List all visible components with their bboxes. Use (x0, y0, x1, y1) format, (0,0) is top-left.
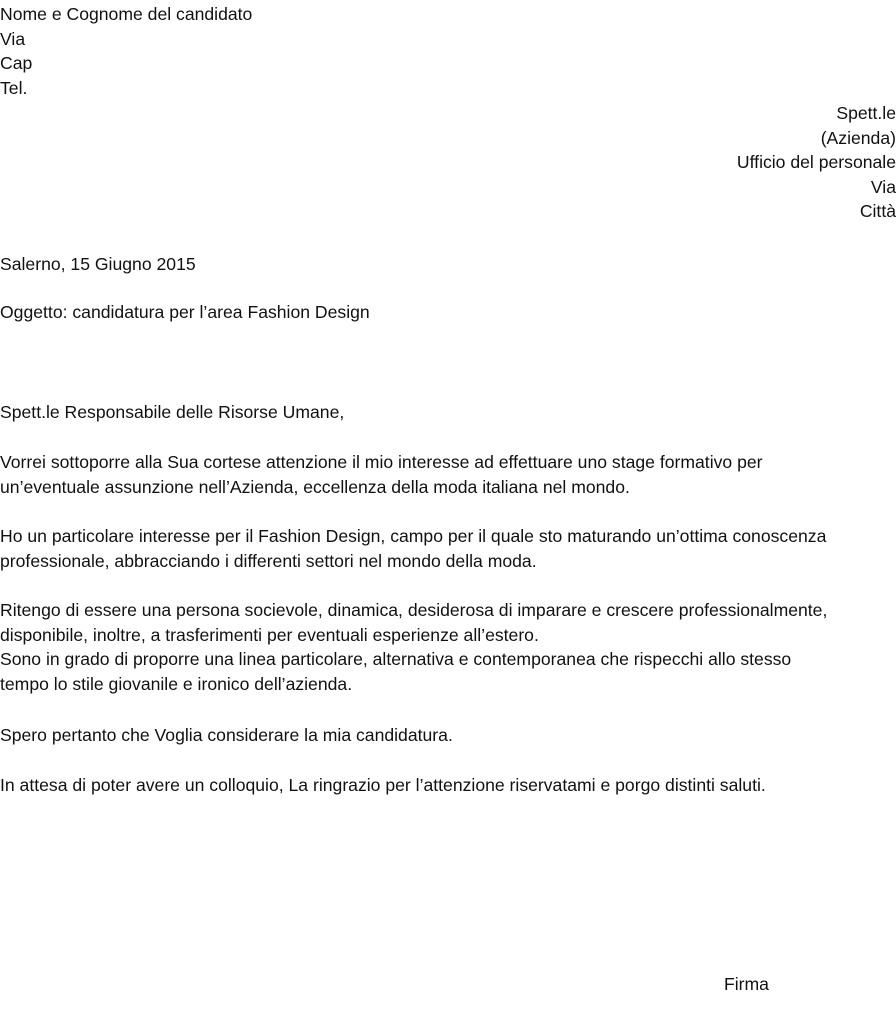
body-paragraph (0, 598, 896, 696)
paragraph-line: Spero pertanto che Voglia considerare la mia candidatura. (0, 725, 453, 745)
letter-greeting: Spett.le Responsabile delle Risorse Umane, (0, 402, 345, 422)
recipient-office: Ufficio del personale (736, 152, 896, 173)
recipient-block (737, 101, 896, 224)
letter-subject: Oggetto: candidatura per l’area Fashion Design (0, 302, 370, 322)
recipient-city: Città (859, 201, 896, 222)
paragraph-line: disponibile, inoltre, a trasferimenti per eventuali esperienze all’estero. (0, 624, 539, 645)
paragraph-line: un’eventuale assunzione nell’Azienda, eccellenza della moda italiana nel mondo. (0, 476, 630, 497)
sender-postcode: Cap (0, 53, 33, 74)
sender-block (0, 2, 252, 100)
paragraph-line: In attesa di poter avere un colloquio, La ringrazio per l’attenzione riservatami e porgo distinti saluti. (0, 775, 766, 795)
paragraph-line: Ho un particolare interesse per il Fashion Design, campo per il quale sto maturando un’ottima conoscenza (0, 526, 827, 546)
paragraph-line: tempo lo stile giovanile e ironico dell’azienda. (0, 673, 353, 694)
body-paragraph (0, 450, 896, 499)
recipient-street: Via (870, 176, 896, 197)
recipient-company: (Azienda) (820, 127, 896, 148)
paragraph-line: professionale, abbracciando i differenti settori nel mondo della moda. (0, 550, 537, 571)
signature-label: Firma (724, 974, 769, 994)
body-paragraph (0, 773, 896, 798)
letter-date: Salerno, 15 Giugno 2015 (0, 254, 196, 274)
sender-phone: Tel. (0, 77, 28, 98)
sender-street: Via (0, 28, 26, 49)
body-paragraph (0, 723, 896, 748)
sender-name: Nome e Cognome del candidato (0, 4, 253, 24)
recipient-salutation: Spett.le (836, 103, 896, 123)
paragraph-line: Sono in grado di proporre una linea particolare, alternativa e contemporanea che rispecchi allo stesso (0, 649, 792, 670)
paragraph-line: Vorrei sottoporre alla Sua cortese attenzione il mio interesse ad effettuare uno stage formativo per (0, 452, 763, 472)
body-paragraph (0, 524, 896, 573)
paragraph-line: Ritengo di essere una persona socievole, dinamica, desiderosa di imparare e crescere professionalmente, (0, 600, 828, 620)
